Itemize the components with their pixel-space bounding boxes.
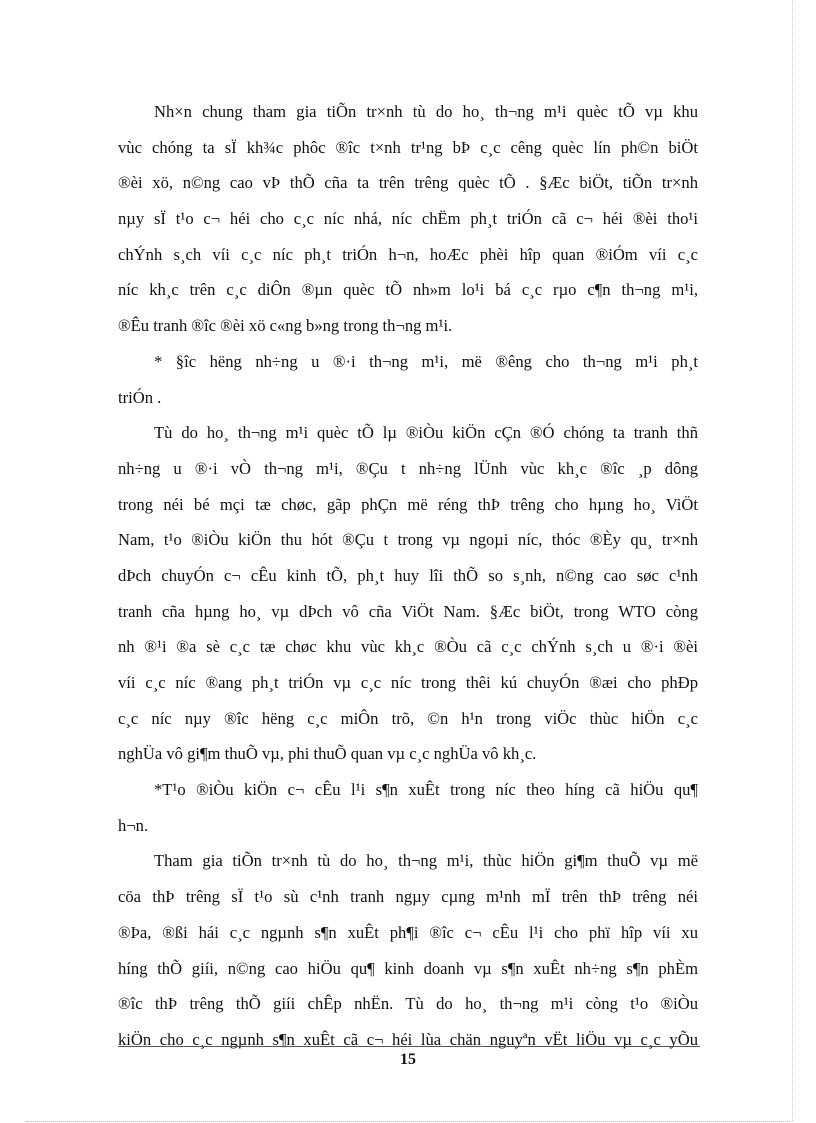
text-line: nµy sÏ t¹o c¬ héi cho c¸c níc nhá, níc chËm ph¸t triÓn cã c¬ héi ®èi tho¹i [118,209,698,229]
text-line: ®Êu tranh ®îc ®èi xö c«ng b»ng trong th¬ng m¹i. [118,316,453,336]
body-text [118,94,698,1058]
text-line: c¸c níc nµy ®îc hëng c¸c miÔn trõ, ©n h¹n trong viÖc thùc hiÖn c¸c [118,708,698,728]
text-line: kiÖn cho c¸c ngµnh s¶n xuÊt cã c¬ héi lùa chän nguyªn vËt liÖu vµ c¸c yÕu [118,1029,698,1049]
text-line: tranh cña hµng ho¸ vµ dÞch vô cña ViÖt Nam. §Æc biÖt, trong WTO còng [118,601,698,621]
footer-divider [118,1046,700,1047]
text-line: triÓn . [118,387,162,407]
text-line: níc kh¸c trên c¸c diÔn ®µn quèc tÕ nh»m lo¹i bá c¸c rµo c¶n th¬ng m¹i, [118,280,698,300]
text-line: trong néi bé mçi tæ chøc, gãp phÇn më réng thÞ trêng cho hµng ho¸ ViÖt [118,494,698,514]
text-line: ®îc thÞ trêng thÕ giíi chÊp nhËn. Tù do ho¸ th¬ng m¹i còng t¹o ®iÒu [118,994,698,1014]
page-number: 15 [400,1051,416,1068]
text-line: híng thÕ giíi, n©ng cao hiÖu qu¶ kinh doanh vµ s¶n xuÊt nh÷ng s¶n phÈm [118,958,698,978]
text-line: vùc chóng ta sÏ kh¾c phôc ®îc t×nh tr¹ng bÞ c¸c cêng quèc lín ph©n biÖt [118,137,698,157]
text-line: dÞch chuyÓn c¬ cÊu kinh tÕ, ph¸t huy lîi thÕ so s¸nh, n©ng cao søc c¹nh [118,565,698,585]
text-line: nh÷ng u ®·i vÒ th¬ng m¹i, ®Çu t nh÷ng lÜnh vùc kh¸c ®îc ¸p dông [118,458,698,478]
text-line: nghÜa vô gi¶m thuÕ vµ, phi thuÕ quan vµ c¸c nghÜa vô kh¸c. [118,744,537,764]
text-line: víi c¸c níc ®ang ph¸t triÓn vµ c¸c níc trong thêi kú chuyÓn ®æi cho phÐp [118,673,698,692]
text-line: * §îc hëng nh÷ng u ®·i th¬ng m¹i, më ®êng cho th¬ng m¹i ph¸t [154,351,698,371]
text-line: h¬n. [118,815,149,835]
text-line: chÝnh s¸ch víi c¸c níc ph¸t triÓn h¬n, hoÆc phèi hîp quan ®iÓm víi c¸c [118,244,698,264]
text-line: *T¹o ®iÒu kiÖn c¬ cÊu l¹i s¶n xuÊt trong níc theo híng cã hiÖu qu¶ [154,780,698,800]
text-line: cöa thÞ trêng sÏ t¹o sù c¹nh tranh ngµy cµng m¹nh mÏ trên thÞ trêng néi [118,887,698,907]
text-line: ®Þa, ®ßi hái c¸c ngµnh s¶n xuÊt ph¶i ®îc c¬ cÊu l¹i cho phï hîp víi xu [118,922,698,942]
text-line: Tù do ho¸ th¬ng m¹i quèc tÕ lµ ®iÒu kiÖn cÇn ®Ó chóng ta tranh thñ [154,423,698,443]
text-line: nh ®¹i ®a sè c¸c tæ chøc khu vùc kh¸c ®Òu cã c¸c chÝnh s¸ch u ®·i ®èi [118,637,698,657]
text-line: ®èi xö, n©ng cao vÞ thÕ cña ta trên trêng quèc tÕ . §Æc biÖt, tiÕn tr×nh [118,173,698,193]
text-line: Tham gia tiÕn tr×nh tù do ho¸ th¬ng m¹i, thùc hiÖn gi¶m thuÕ vµ më [154,851,698,871]
text-line: Nam, t¹o ®iÒu kiÖn thu hót ®Çu t trong vµ ngoµi níc, thóc ®Èy qu¸ tr×nh [118,530,698,550]
text-line: Nh×n chung tham gia tiÕn tr×nh tù do ho¸ th¬ng m¹i quèc tÕ vµ khu [154,102,698,121]
page-border-right [792,0,793,1121]
page-border-bottom [26,1121,790,1122]
